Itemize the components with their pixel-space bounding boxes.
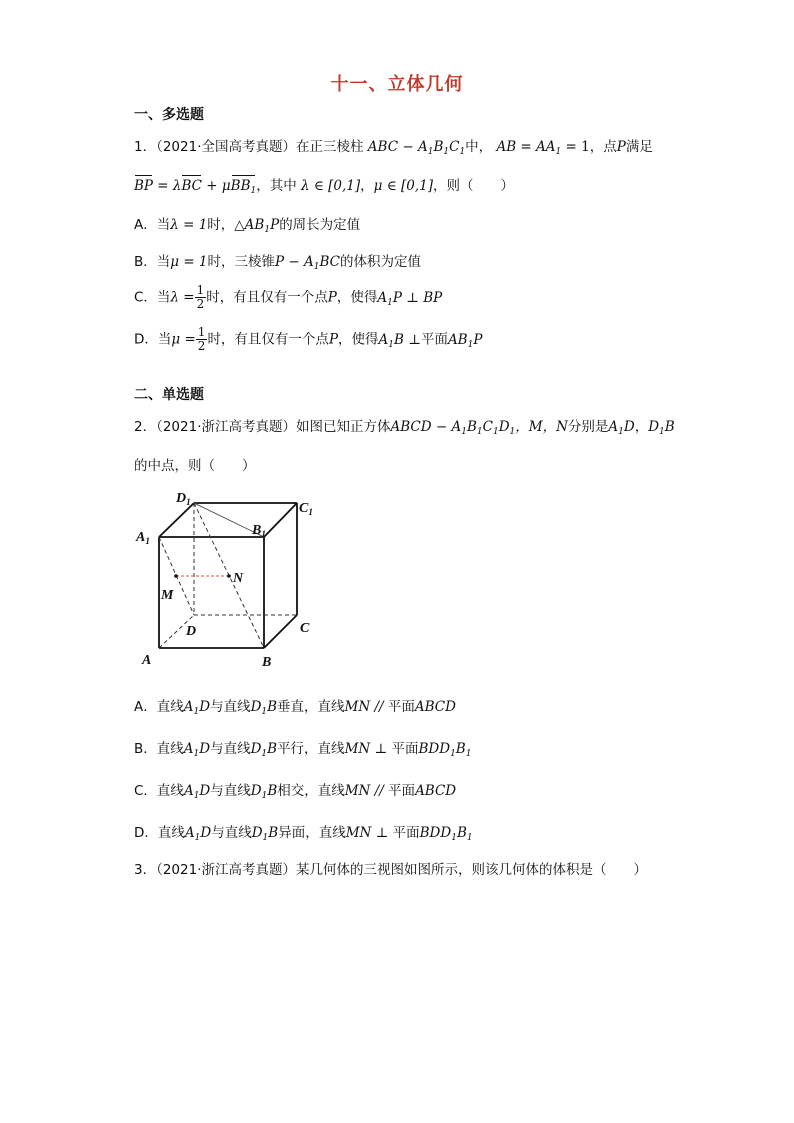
- label-d: D: [186, 624, 197, 639]
- question-1-line-1: 1．（2021·全国高考真题）在正三棱柱 ABC − $A_1B_1C_1$中， AB = $AA_1 = 1$，点P满足: [134, 139, 653, 157]
- label-d1: $D_1$: [176, 491, 191, 507]
- q1-option-a: A．当λ = 1时，$\triangle AB_1P$的周长为定值: [134, 217, 361, 235]
- label-b: B: [262, 655, 272, 670]
- point-m: [174, 574, 178, 578]
- question-1-line-2: BP = λBC + μBB$_1$，其中 λ ∈ [0,1]，μ ∈ [0,1]，则（ ）: [134, 178, 515, 196]
- point-n: [227, 574, 231, 578]
- label-n: N: [233, 571, 244, 586]
- edge-a1d1: [159, 503, 194, 537]
- edge-bc: [264, 615, 297, 648]
- q1-option-d: D．当μ = $\frac{1}{2}$ 时，有且仅有一个点P，使得$A_1B$ ⊥平面$AB_1P$: [134, 325, 483, 353]
- question-3: 3．（2021·浙江高考真题）某几何体的三视图如图所示，则该几何体的体积是（ ）: [134, 862, 647, 878]
- label-a: A: [142, 653, 152, 668]
- label-a1: $A_1$: [136, 530, 150, 546]
- fraction-half: $\frac{1}{2}$: [197, 325, 206, 353]
- cube-figure: [134, 488, 324, 673]
- q2-option-d: D．直线$A_1D$与直线$D_1B$异面，直线MN ⊥ 平面$BDD_1B_1$: [134, 825, 473, 843]
- label-m: M: [161, 588, 174, 603]
- q1-option-c: C．当λ = $\frac{1}{2}$ 时，有且仅有一个点P，使得$A_1P$ ⊥ BP: [134, 283, 443, 311]
- label-b1: $B_1$: [252, 523, 266, 539]
- q2-option-a: A．直线$A_1D$与直线$D_1B$垂直，直线MN // 平面ABCD: [134, 699, 456, 717]
- label-c1: $C_1$: [299, 501, 313, 517]
- label-c: C: [300, 621, 310, 636]
- page-title: 十一、立体几何: [330, 74, 464, 95]
- q1-option-b: B．当μ = 1时，三棱锥$P - A_1BC$的体积为定值: [134, 254, 422, 272]
- section-heading-multi: 一、多选题: [134, 107, 204, 123]
- edge-b1c1: [264, 503, 297, 537]
- q2-option-b: B．直线$A_1D$与直线$D_1B$平行，直线MN ⊥ 平面$BDD_1B_1$: [134, 741, 472, 759]
- question-2-line-2: 的中点，则（ ）: [134, 458, 256, 474]
- question-2-line-1: 2．（2021·浙江高考真题）如图已知正方体ABCD − $A_1B_1C_1D_1$，M，N分别是$A_1D$，$D_1B$: [134, 419, 675, 437]
- fraction-half: $\frac{1}{2}$: [196, 283, 205, 311]
- q2-option-c: C．直线$A_1D$与直线$D_1B$相交，直线MN // 平面ABCD: [134, 783, 457, 801]
- section-heading-single: 二、单选题: [134, 387, 204, 403]
